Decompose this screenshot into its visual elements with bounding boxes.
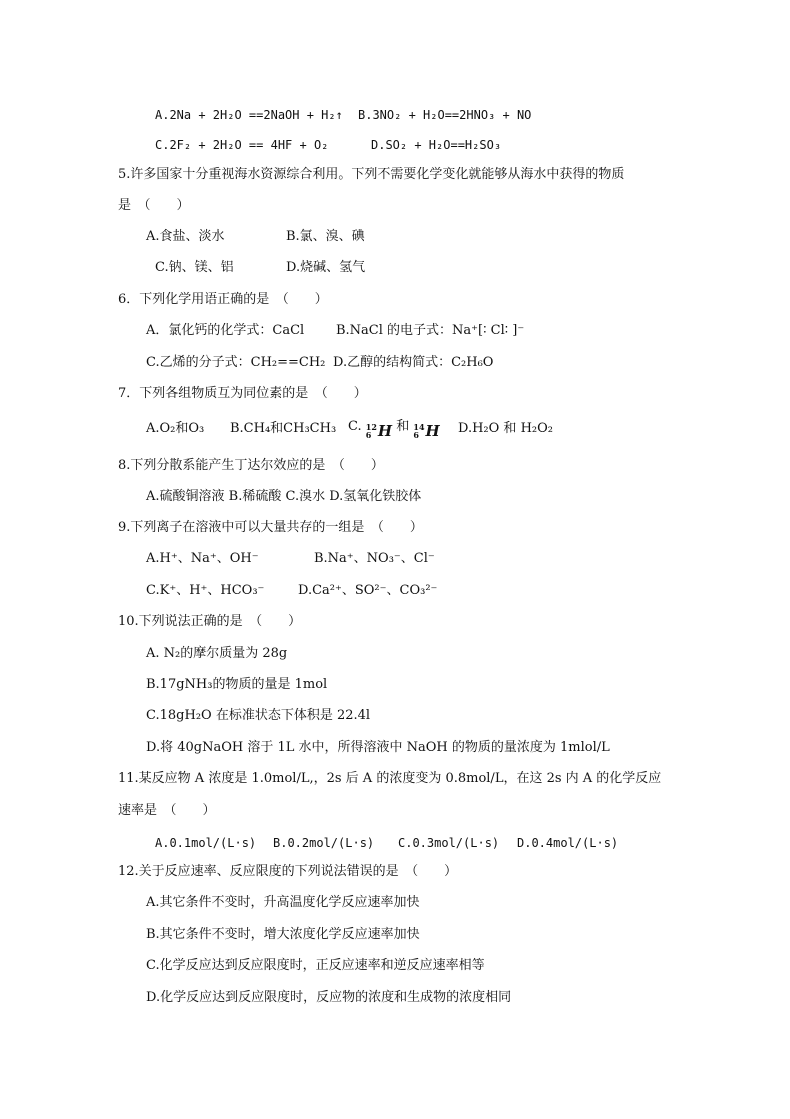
q4-option-row-1 xyxy=(155,107,532,124)
q11-option-a: A.0.1mol/(L·s) xyxy=(155,836,257,850)
q4-option-b: B.3NO₂ + H₂O==2HNO₃ + NO xyxy=(358,108,532,122)
q10-option-a: A. N₂的摩尔质量为 28g xyxy=(146,646,288,661)
nuclide-14-6-h xyxy=(413,423,439,439)
q7-stem: 7．下列各组物质互为同位素的是 （ ） xyxy=(118,386,367,401)
q6-option-row-2 xyxy=(146,355,494,371)
q9-option-row-1 xyxy=(146,551,435,567)
nuclide-14-atomic-number: 6 xyxy=(413,430,419,440)
q5-stem-line-2: 是 （ ） xyxy=(118,198,190,213)
q9-option-c: C.K⁺、H⁺、HCO₃⁻ xyxy=(146,583,265,598)
q12-option-a: A.其它条件不变时，升高温度化学反应速率加快 xyxy=(146,895,420,910)
q7-option-b: B.CH₄和CH₃CH₃ xyxy=(230,421,337,436)
q5-stem-line-1: 5.许多国家十分重视海水资源综合利用。下列不需要化学变化就能够从海水中获得的物质 xyxy=(118,167,625,182)
nuclide-14-symbol: H xyxy=(425,422,440,440)
nuclide-12-scripts xyxy=(366,423,377,439)
nuclide-14-mass-number: 14 xyxy=(413,422,425,432)
q9-option-a: A.H⁺、Na⁺、OH⁻ xyxy=(146,551,259,566)
q9-option-d: D.Ca²⁺、SO²⁻、CO₃²⁻ xyxy=(298,583,438,598)
q9-option-b: B.Na⁺、NO₃⁻、Cl⁻ xyxy=(314,551,435,566)
q7-option-d: D.H₂O 和 H₂O₂ xyxy=(458,421,553,436)
q5-option-row-1 xyxy=(146,229,365,245)
nuclide-12-6-h xyxy=(366,423,392,439)
q11-option-c: C.0.3mol/(L·s) xyxy=(398,836,500,850)
q5-option-row-2 xyxy=(155,260,366,276)
q6-option-d: D.乙醇的结构简式：C₂H₆O xyxy=(333,355,494,370)
q5-option-d: D.烧碱、氢气 xyxy=(286,260,366,275)
q6-option-b: B.NaCl 的电子式：Na⁺[∶ Cl∶ ]⁻ xyxy=(336,323,525,338)
q7-option-c-and: 和 xyxy=(396,419,410,434)
q5-option-a: A.食盐、淡水 xyxy=(146,229,225,244)
q6-option-a: A．氯化钙的化学式：CaCl xyxy=(146,323,305,338)
q10-option-d: D.将 40gNaOH 溶于 1L 水中，所得溶液中 NaOH 的物质的量浓度为 1mlol/L xyxy=(146,740,610,755)
q5-option-b: B.氯、溴、碘 xyxy=(286,229,365,244)
q8-options: A.硫酸铜溶液 B.稀硫酸 C.溴水 D.氢氧化铁胶体 xyxy=(146,489,422,504)
q10-stem: 10.下列说法正确的是 （ ） xyxy=(118,614,302,629)
q12-option-d: D.化学反应达到反应限度时，反应物的浓度和生成物的浓度相同 xyxy=(146,990,512,1005)
q12-option-b: B.其它条件不变时，增大浓度化学反应速率加快 xyxy=(146,927,420,942)
q10-option-c: C.18gH₂O 在标准状态下体积是 22.4l xyxy=(146,708,371,723)
q7-option-a: A.O₂和O₃ xyxy=(146,421,205,436)
q11-stem-line-1: 11.某反应物 A 浓度是 1.0mol/L,，2s 后 A 的浓度变为 0.8mol/L，在这 2s 内 A 的化学反应 xyxy=(118,771,662,786)
q8-stem: 8.下列分散系能产生丁达尔效应的是 （ ） xyxy=(118,458,384,473)
q7-option-c xyxy=(348,419,440,439)
q6-option-row-1 xyxy=(146,323,525,339)
q11-option-d: D.0.4mol/(L·s) xyxy=(517,836,619,850)
q4-option-d: D.SO₂ + H₂O==H₂SO₃ xyxy=(371,138,502,152)
q11-stem-line-2: 速率是 （ ） xyxy=(118,803,216,818)
q11-option-b: B.0.2mol/(L·s) xyxy=(273,836,375,850)
q6-option-c: C.乙烯的分子式：CH₂==CH₂ xyxy=(146,355,326,370)
nuclide-14-scripts xyxy=(413,423,424,439)
nuclide-12-atomic-number: 6 xyxy=(365,430,372,440)
q11-option-row xyxy=(155,835,619,852)
q9-option-row-2 xyxy=(146,583,438,599)
q10-option-b: B.17gNH₃的物质的量是 1mol xyxy=(146,677,328,692)
q4-option-a: A.2Na + 2H₂O ==2NaOH + H₂↑ xyxy=(155,108,343,122)
q12-stem: 12.关于反应速率、反应限度的下列说法错误的是 （ ） xyxy=(118,864,458,879)
q4-option-c: C.2F₂ + 2H₂O == 4HF + O₂ xyxy=(155,138,329,152)
q5-option-c: C.钠、镁、铝 xyxy=(155,260,234,275)
q9-stem: 9.下列离子在溶液中可以大量共存的一组是 （ ） xyxy=(118,520,423,535)
q7-option-row xyxy=(146,419,553,440)
nuclide-12-symbol: H xyxy=(377,422,393,440)
q12-option-c: C.化学反应达到反应限度时，正反应速率和逆反应速率相等 xyxy=(146,958,485,973)
q4-option-row-2 xyxy=(155,137,502,154)
nuclide-12-mass-number: 12 xyxy=(365,422,377,432)
q7-option-c-prefix: C. xyxy=(348,419,362,434)
q6-stem: 6．下列化学用语正确的是 （ ） xyxy=(118,292,328,307)
